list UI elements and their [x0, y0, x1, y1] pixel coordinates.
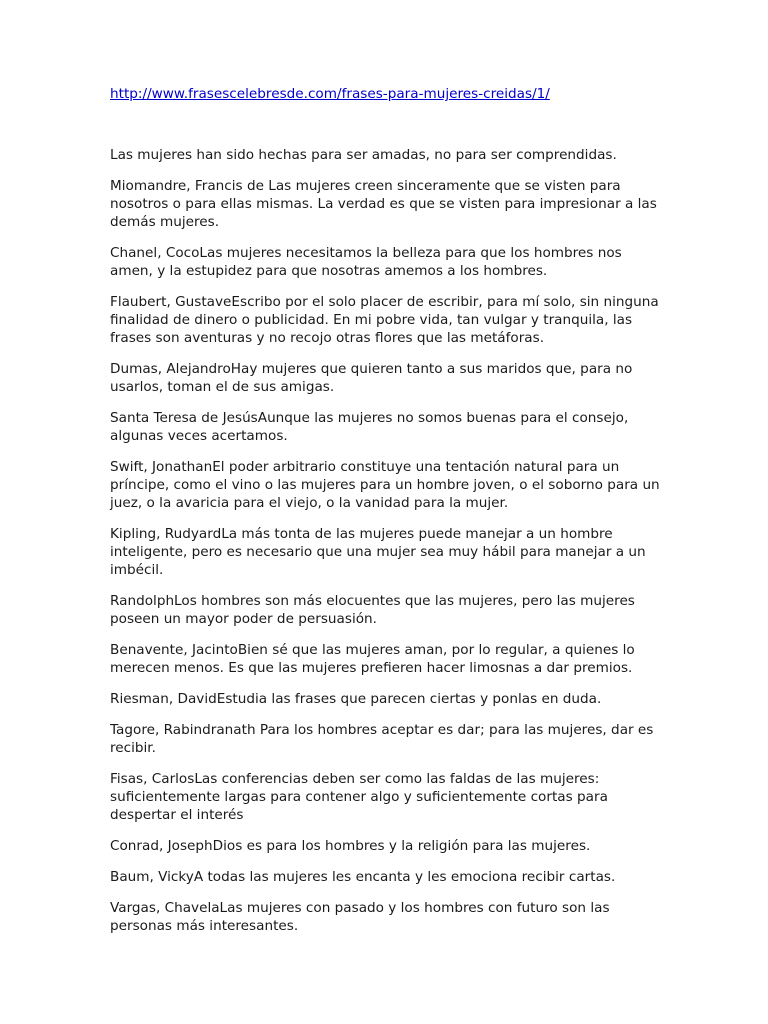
paragraph-12: Tagore, Rabindranath Para los hombres aceptar es dar; para las mujeres, dar es recibir.: [110, 722, 654, 756]
paragraph-5: Dumas, AlejandroHay mujeres que quieren tanto a sus maridos que, para no usarlos, toman el de sus amigas.: [110, 361, 633, 395]
paragraph-3: Chanel, CocoLas mujeres necesitamos la belleza para que los hombres nos amen, y la estupidez para que nosotras amemos a los hombres.: [110, 245, 622, 279]
paragraph-10: Benavente, JacintoBien sé que las mujeres aman, por lo regular, a quienes lo merecen menos. Es que las mujeres prefieren hacer limosnas a dar premios.: [110, 642, 635, 676]
paragraph-8: Kipling, RudyardLa más tonta de las mujeres puede manejar a un hombre inteligente, pero es necesario que una mujer sea muy hábil para manejar a un imbécil.: [110, 526, 646, 578]
document-page: [110, 84, 665, 948]
paragraph-15: Baum, VickyA todas las mujeres les encanta y les emociona recibir cartas.: [110, 869, 616, 885]
paragraph-6: Santa Teresa de JesúsAunque las mujeres no somos buenas para el consejo, algunas veces acertamos.: [110, 410, 629, 444]
paragraph-16: Vargas, ChavelaLas mujeres con pasado y los hombres con futuro son las personas más interesantes.: [110, 900, 610, 934]
paragraph-14: Conrad, JosephDios es para los hombres y la religión para las mujeres.: [110, 838, 591, 854]
paragraph-9: RandolphLos hombres son más elocuentes que las mujeres, pero las mujeres poseen un mayor poder de persuasión.: [110, 593, 635, 627]
paragraph-4: Flaubert, GustaveEscribo por el solo placer de escribir, para mí solo, sin ninguna finalidad de dinero o publicidad. En mi pobre vida, tan vulgar y tranquila, las frases son aventuras y no recojo otras flores que las metáforas.: [110, 294, 659, 346]
paragraph-13: Fisas, CarlosLas conferencias deben ser como las faldas de las mujeres: suficientemente largas para contener algo y suficientemente cortas para despertar el interés: [110, 771, 608, 823]
source-link[interactable]: http://www.frasescelebresde.com/frases-para-mujeres-creidas/1/: [110, 86, 550, 102]
paragraph-7: Swift, JonathanEl poder arbitrario constituye una tentación natural para un príncipe, como el vino o las mujeres para un hombre joven, o el soborno para un juez, o la avaricia para el viejo, o la vanidad para la mujer.: [110, 459, 660, 511]
paragraph-11: Riesman, DavidEstudia las frases que parecen ciertas y ponlas en duda.: [110, 691, 602, 707]
paragraph-1: Las mujeres han sido hechas para ser amadas, no para ser comprendidas.: [110, 147, 617, 163]
paragraph-2: Miomandre, Francis de Las mujeres creen sinceramente que se visten para nosotros o para ellas mismas. La verdad es que se visten para impresionar a las demás mujeres.: [110, 178, 657, 230]
